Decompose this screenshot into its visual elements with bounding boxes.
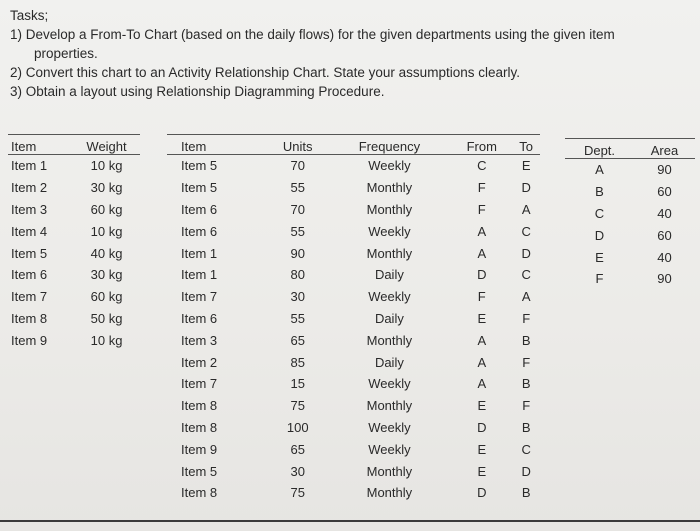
- table-row: [8, 264, 140, 286]
- table-cell: Item 3: [11, 201, 48, 217]
- table-header-row: [167, 135, 540, 155]
- table-cell: 90: [657, 162, 672, 178]
- table-cell: A: [477, 223, 487, 239]
- table-cell: Item 8: [181, 485, 218, 501]
- table-row: [167, 199, 540, 221]
- column-header-units: Units: [268, 135, 328, 155]
- table-cell: 30 kg: [90, 267, 123, 283]
- table-cell: F: [522, 310, 531, 326]
- table-row: [565, 203, 695, 225]
- table-cell: Item 8: [181, 419, 218, 435]
- table-cell: 70: [290, 158, 305, 174]
- table-cell: Item 1: [181, 267, 218, 283]
- table-cell: 60 kg: [90, 201, 123, 217]
- table-row: [167, 395, 540, 417]
- table-row: [167, 286, 540, 308]
- column-header-weight: Weight: [73, 135, 140, 155]
- table-cell: C: [477, 158, 487, 174]
- table-row: [565, 159, 695, 181]
- task-3: 3) Obtain a layout using Relationship Diagramming Procedure.: [10, 84, 385, 99]
- tasks-heading: Tasks;: [10, 8, 49, 23]
- table-row: [167, 177, 540, 199]
- column-header-dept: Dept.: [565, 139, 634, 159]
- table-cell: Item 4: [11, 223, 48, 239]
- table-cell: D: [521, 245, 531, 261]
- table-row: [8, 308, 140, 330]
- table-cell: A: [521, 201, 531, 217]
- table-cell: E: [521, 158, 531, 174]
- table-cell: E: [595, 249, 604, 265]
- task-2: 2) Convert this chart to an Activity Relationship Chart. State your assumptions clearly.: [10, 65, 520, 80]
- table-cell: Weekly: [368, 376, 411, 392]
- table-cell: D: [594, 227, 605, 243]
- table-row: [167, 242, 540, 264]
- task-1: 1) Develop a From-To Chart (based on the daily flows) for the given departments using the given item: [10, 27, 615, 42]
- table-cell: 60: [657, 184, 672, 200]
- table-cell: 65: [290, 441, 305, 457]
- table-cell: E: [477, 310, 487, 326]
- table-cell: Weekly: [368, 419, 411, 435]
- table-row: [565, 224, 695, 246]
- table-cell: Item 6: [181, 201, 218, 217]
- table-cell: C: [521, 267, 531, 283]
- table-cell: Item 7: [181, 376, 218, 392]
- table-cell: 10 kg: [90, 223, 123, 239]
- table-row: [8, 199, 140, 221]
- table-cell: A: [477, 376, 487, 392]
- table-cell: 90: [657, 271, 672, 287]
- column-header-item: Item: [167, 135, 268, 155]
- table-cell: B: [521, 332, 531, 348]
- table-row: [565, 268, 695, 290]
- table-row: [167, 308, 540, 330]
- table-cell: Item 3: [181, 332, 218, 348]
- table-cell: Item 1: [181, 245, 218, 261]
- item-weight-table: [8, 134, 140, 351]
- task-1-continued: properties.: [34, 46, 98, 61]
- table-cell: 40: [657, 205, 672, 221]
- table-row: [167, 373, 540, 395]
- table-row: [565, 246, 695, 268]
- table-cell: 55: [290, 223, 305, 239]
- table-cell: 75: [290, 485, 305, 501]
- table-cell: 30: [290, 289, 305, 305]
- flow-table: [167, 134, 540, 504]
- table-cell: E: [477, 398, 487, 414]
- table-cell: 65: [290, 332, 305, 348]
- table-row: [8, 177, 140, 199]
- table-cell: Item 1: [11, 158, 48, 174]
- table-cell: A: [521, 289, 531, 305]
- table-cell: 30 kg: [90, 180, 123, 196]
- table-row: [167, 264, 540, 286]
- table-cell: A: [477, 245, 487, 261]
- table-cell: 60 kg: [90, 289, 123, 305]
- table-header-row: [565, 139, 695, 159]
- table-cell: F: [477, 180, 486, 196]
- table-cell: Weekly: [368, 223, 411, 239]
- table-cell: Item 6: [181, 310, 218, 326]
- table-cell: 85: [290, 354, 305, 370]
- column-header-frequency: Frequency: [328, 135, 452, 155]
- table-cell: Monthly: [366, 245, 413, 261]
- table-cell: D: [477, 485, 487, 501]
- column-header-from: From: [451, 135, 512, 155]
- table-cell: 80: [290, 267, 305, 283]
- table-row: [167, 482, 540, 504]
- table-row: [167, 460, 540, 482]
- table-cell: Daily: [374, 354, 404, 370]
- table-cell: D: [521, 180, 531, 196]
- table-cell: 10 kg: [90, 332, 123, 348]
- table-cell: 15: [290, 376, 305, 392]
- table-cell: F: [522, 398, 531, 414]
- table-header-row: [8, 135, 140, 155]
- table-cell: Item 8: [11, 310, 48, 326]
- table-cell: Daily: [374, 310, 404, 326]
- table-row: [167, 438, 540, 460]
- table-cell: Daily: [374, 267, 404, 283]
- table-cell: 30: [290, 463, 305, 479]
- table-cell: F: [477, 289, 486, 305]
- table-row: [8, 155, 140, 177]
- table-row: [167, 220, 540, 242]
- table-row: [8, 286, 140, 308]
- table-cell: Item 6: [181, 223, 218, 239]
- table-row: [167, 417, 540, 439]
- table-cell: A: [595, 162, 604, 178]
- table-cell: Item 9: [181, 441, 218, 457]
- table-cell: F: [477, 201, 486, 217]
- table-cell: Item 5: [181, 158, 218, 174]
- table-cell: 70: [290, 201, 305, 217]
- table-cell: C: [521, 223, 531, 239]
- table-cell: 55: [290, 180, 305, 196]
- table-row: [8, 242, 140, 264]
- table-cell: B: [521, 485, 531, 501]
- table-cell: A: [477, 332, 487, 348]
- table-cell: Item 5: [181, 180, 218, 196]
- table-cell: C: [594, 205, 605, 221]
- table-cell: 60: [657, 227, 672, 243]
- table-cell: B: [521, 419, 531, 435]
- table-cell: 75: [290, 398, 305, 414]
- table-cell: Item 2: [11, 180, 48, 196]
- table-cell: D: [521, 463, 531, 479]
- table-cell: E: [477, 463, 487, 479]
- table-cell: 90: [290, 245, 305, 261]
- table-cell: Item 8: [181, 398, 218, 414]
- table-row: [8, 220, 140, 242]
- table-cell: Item 2: [181, 354, 218, 370]
- table-cell: Item 7: [181, 289, 218, 305]
- table-cell: D: [477, 267, 487, 283]
- table-row: [167, 351, 540, 373]
- department-area-table: [565, 138, 695, 290]
- table-row: [167, 155, 540, 177]
- table-cell: Monthly: [366, 463, 413, 479]
- table-cell: Item 5: [11, 245, 48, 261]
- table-cell: B: [521, 376, 531, 392]
- tasks-block: [10, 6, 615, 101]
- table-row: [565, 181, 695, 203]
- table-cell: 40 kg: [90, 245, 123, 261]
- table-cell: 55: [290, 310, 305, 326]
- table-row: [8, 329, 140, 351]
- table-cell: Weekly: [368, 289, 411, 305]
- table-cell: 100: [286, 419, 309, 435]
- table-cell: B: [595, 184, 604, 200]
- table-cell: Item 6: [11, 267, 48, 283]
- table-cell: Monthly: [366, 485, 413, 501]
- table-cell: Item 7: [11, 289, 48, 305]
- table-cell: D: [477, 419, 487, 435]
- table-cell: Item 9: [11, 332, 48, 348]
- table-cell: F: [595, 271, 604, 287]
- table-cell: 10 kg: [90, 158, 123, 174]
- table-cell: E: [477, 441, 487, 457]
- table-cell: Monthly: [366, 332, 413, 348]
- table-cell: A: [477, 354, 487, 370]
- table-cell: Monthly: [366, 180, 413, 196]
- column-header-to: To: [512, 135, 540, 155]
- column-header-area: Area: [634, 139, 695, 159]
- table-cell: Weekly: [368, 441, 411, 457]
- table-cell: Item 5: [181, 463, 218, 479]
- bottom-border: [0, 520, 700, 522]
- table-cell: 50 kg: [90, 310, 123, 326]
- table-cell: Monthly: [366, 201, 413, 217]
- table-cell: 40: [657, 249, 672, 265]
- column-header-item: Item: [8, 135, 73, 155]
- table-row: [167, 329, 540, 351]
- table-cell: C: [521, 441, 531, 457]
- table-cell: Monthly: [366, 398, 413, 414]
- table-cell: Weekly: [368, 158, 411, 174]
- table-cell: F: [522, 354, 531, 370]
